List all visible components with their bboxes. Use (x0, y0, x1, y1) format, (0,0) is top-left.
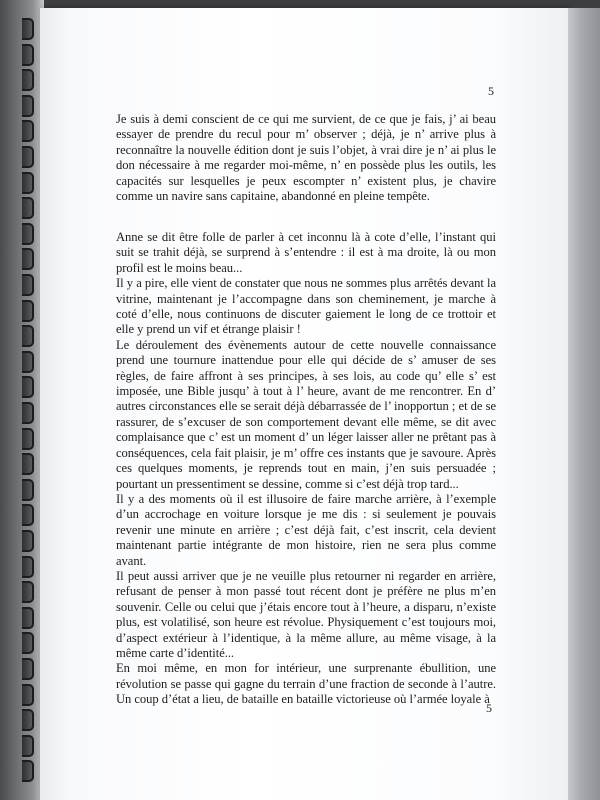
page-number-bottom: 5 (486, 701, 492, 715)
binding-coil (22, 18, 34, 40)
backdrop (0, 0, 600, 8)
binding-coil (22, 172, 34, 194)
binding-coil (22, 581, 34, 603)
binding-coil (22, 453, 34, 475)
binding-coil (22, 223, 34, 245)
binding-coil (22, 44, 34, 66)
binding-coil (22, 760, 34, 782)
page-number-top: 5 (488, 84, 494, 98)
binding-coil (22, 709, 34, 731)
binding-coil (22, 530, 34, 552)
binding-coil (22, 402, 34, 424)
paragraph: Il y a pire, elle vient de constater que nous ne sommes plus arrêtés devant la vitrine, maintenant je l’accompagne dans son cheminement, je marche à coté d’elle, nous continuons de discuter gaiement le long de ce trottoir et elle y prend un vif et étrange plaisir ! (116, 276, 496, 337)
paragraph: Il y a des moments où il est illusoire de faire marche arrière, à l’exemple d’un accrochage en voiture lorsque je me dis : si seulement je pouvais revenir une minute en arrière ; c’est déjà fait, c’est inscrit, cela devient maintenant partie intégrante de mon histoire, rien ne sera plus comme avant. (116, 491, 496, 568)
binding-coil (22, 556, 34, 578)
binding-coil (22, 684, 34, 706)
paragraph: En moi même, en mon for intérieur, une surprenante ébullition, une révolution se passe qui gagne du terrain d’une fraction de seconde à l’autre. Un coup d’état a lieu, de bataille en bataille victorieuse où l’armée loyale à (116, 661, 496, 707)
binding-coil (22, 197, 34, 219)
binding-coil (22, 351, 34, 373)
binding-coil (22, 735, 34, 757)
binding-coil (22, 632, 34, 654)
binding-coil (22, 504, 34, 526)
binding-coil (22, 120, 34, 142)
text-block-intro (116, 112, 496, 204)
paragraph: Il peut aussi arriver que je ne veuille plus retourner ni regarder en arrière, refusant de penser à mon passé tout récent dont je préfère ne plus m’en souvenir. Celle ou celui que j’étais encore tout à l’heure, a disparu, n’existe plus, est volatilisé, son heure est révolue. Physiquement c’est toujours moi, d’aspect extérieur à l’identique, à la même allure, au même visage, à la même carte d’identité... (116, 568, 496, 660)
binding-coil (22, 95, 34, 117)
page-stack-edge (568, 8, 600, 800)
binding-coil (22, 479, 34, 501)
binding-coil (22, 274, 34, 296)
binding-coil (22, 146, 34, 168)
spiral-binding (22, 10, 36, 790)
binding-coil (22, 658, 34, 680)
binding-coil (22, 376, 34, 398)
paragraph: Je suis à demi conscient de ce qui me survient, de ce que je fais, j’ ai beau essayer de prendre du recul pour m’ observer ; déjà, je n’ arrive plus à reconnaître la nouvelle édition dont je suis l’objet, à vrai dire je n’ ai plus le don nécessaire à me regarder moi-même, n’ en possède plus les outils, les capacités sur lesquelles je peux escompter n’ existent plus, je chavire comme un navire sans capitaine, abandonné en pleine tempête. (116, 112, 496, 204)
binding-coil (22, 325, 34, 347)
paragraph: Anne se dit être folle de parler à cet inconnu là à cote d’elle, l’instant qui suit se trahit déjà, se surprend à s’entendre : il est à ma droite, là ou mon profil est le moins beau... (116, 230, 496, 275)
binding-coil (22, 428, 34, 450)
binding-coil (22, 300, 34, 322)
paragraph: Le déroulement des évènements autour de cette nouvelle connaissance prend une tournure inattendue pour elle qui décide de s’ amuser de ses règles, de faire affront à ses principes, à ses lois, au code qu’ elle s’ est imposée, une Bible jusqu’ à tout à l’ heure, avant de me rencontrer. En d’ autres circonstances elle se serait déjà débarrassée de l’ inopportun ; et de se rassurer, de s’excuser de son comportement devant elle même, se dit avec complaisance que c’ est un moment d’ un léger laisser aller ne prêtant pas à conséquences, cela fait plaisir, je m’ offre ces instants que je savoure. Après ces quelques moments, je reprends tout en main, j’en suis persuadée ; pourtant un pressentiment se dessine, comme si c’est déjà trop tard... (116, 337, 496, 491)
text-block-main (116, 230, 496, 708)
binding-coil (22, 69, 34, 91)
binding-coil (22, 607, 34, 629)
binding-coil (22, 248, 34, 270)
